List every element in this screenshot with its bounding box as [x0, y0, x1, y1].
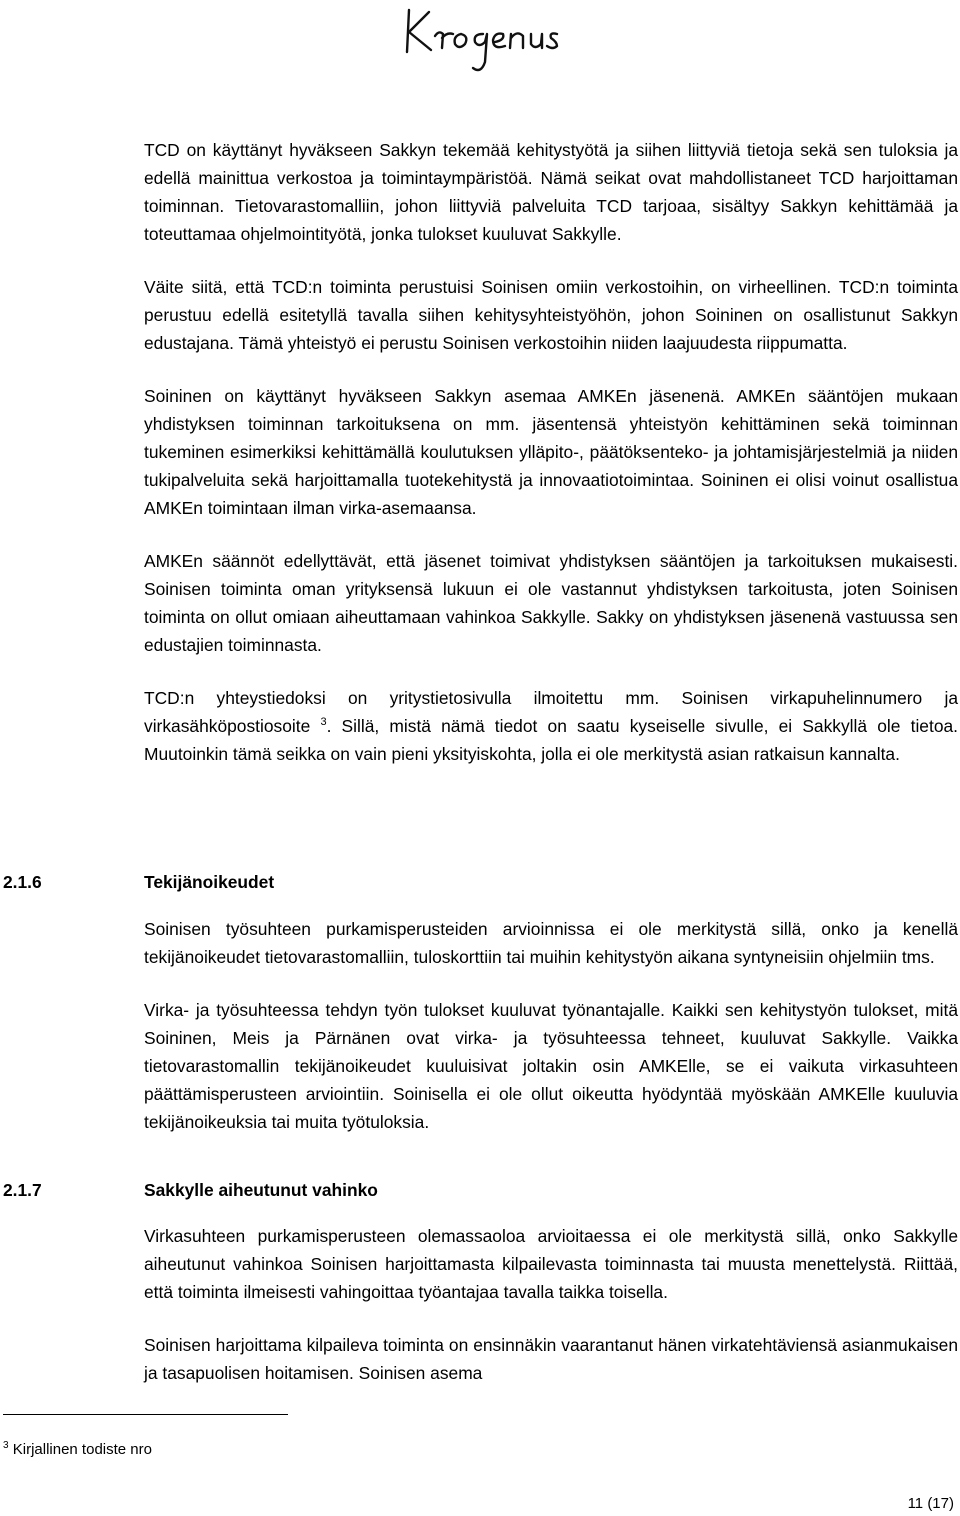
krogerus-logo [395, 0, 575, 80]
section-2-1-7-body [144, 1222, 958, 1387]
footnote-reference: 3 [320, 716, 327, 729]
section-title: Sakkylle aiheutunut vahinko [144, 1180, 378, 1200]
main-content [144, 136, 958, 768]
section-title: Tekijänoikeudet [144, 872, 275, 892]
paragraph-damage-relevance: Virkasuhteen purkamisperusteen olemassaoloa arvioitaessa ei ole merkitystä sillä, onko Sakkylle aiheutunut vahinkoa Soinisen harjoittamasta kilpailevasta toiminnasta tai muusta menettelystä. Riittää, että toiminta ilmeisesti vahingoittaa työantajaa tavalla taikka toisella. [144, 1226, 958, 1302]
paragraph-contact-info [144, 684, 958, 768]
section-heading-2-1-7 [0, 1176, 960, 1204]
page-number: 11 (17) [907, 1495, 954, 1512]
section-2-1-6-body [144, 915, 958, 1136]
footnote-number: 3 [3, 1440, 9, 1451]
contact-text-after: . Sillä, mistä nämä tiedot on saatu kyseiselle sivulle, ei Sakkyllä ole tietoa. Muutoinkin tämä seikka on vain pieni yksityiskohta, jolla ei ole merkitystä asian ratkaisun kannalta. [144, 716, 958, 764]
paragraph-work-results: Virka- ja työsuhteessa tehdyn työn tulokset kuuluvat työnantajalle. Kaikki sen kehitystyön tulokset, mitä Soininen, Meis ja Pärnänen ovat virka- ja työsuhteessa tehneet, kuuluvat Sakkylle. Vaikka tietovarastomallin tekijänoikeudet kuuluisivat joltakin osin AMKElle, se ei vaikuta virkasuhteen päättämisperusteen arviointiin. Soinisella ei ole ollut oikeutta hyödyntää myöskään AMKElle kuuluvia tekijänoikeuksia tai muita työtuloksia. [144, 1000, 958, 1132]
section-number: 2.1.6 [3, 872, 42, 892]
contact-text-before: TCD:n yhteystiedoksi on yritystietosivulla ilmoitettu mm. Soinisen virkapuhelinnumero ja virkasähköpostiosoite [144, 688, 958, 736]
paragraph-networks-claim: Väite siitä, että TCD:n toiminta perustuisi Soinisen omiin verkostoihin, on virheellinen. TCD:n toiminta perustuu edellä esitetyllä tavalla siihen kehitysyhteistyöhön, johon Soininen on osallistunut Sakkyn edustajana. Tämä yhteistyö ei perustu Soinisen verkostoihin niiden laajuudesta riippumatta. [144, 277, 958, 353]
section-heading-2-1-6 [0, 868, 960, 896]
paragraph-tcd-development: TCD on käyttänyt hyväkseen Sakkyn tekemää kehitystyötä ja siihen liittyviä tietoja sekä sen tuloksia ja edellä mainittua verkostoa ja toimintaympäristöä. Nämä seikat ovat mahdollistaneet TCD harjoittaman toiminnan. Tietovarastomalliin, johon liittyviä palveluita TCD tarjoaa, sisältyy Sakkyn kehittämää ja toteuttamaa ohjelmointityötä, jonka tulokset kuuluvat Sakkylle. [144, 140, 958, 244]
paragraph-amke-rules: AMKEn säännöt edellyttävät, että jäsenet toimivat yhdistyksen sääntöjen ja tarkoituksen mukaisesti. Soinisen toiminta oman yrityksensä lukuun ei ole vastannut yhdistyksen tarkoitusta, joten Soinisen toiminta on ollut omiaan aiheuttamaan vahinkoa Sakkylle. Sakky on yhdistyksen jäsenenä vastuussa sen edustajien toiminnasta. [144, 551, 958, 655]
section-number: 2.1.7 [3, 1180, 42, 1200]
footnote-divider [3, 1414, 288, 1415]
paragraph-amke-membership: Soininen on käyttänyt hyväkseen Sakkyn asemaa AMKEn jäsenenä. AMKEn sääntöjen mukaan yhdistyksen toiminnan tarkoituksena on mm. jäsentensä yhteistyön kehittäminen sekä toiminnan tukeminen esimerkiksi kehittämällä koulutuksen ylläpito-, päätöksenteko- ja johtamisjärjestelmiä ja niiden tukipalveluita sekä harjoittamalla tuotekehitystä ja innovaatiotoimintaa. Soininen ei olisi voinut osallistua AMKEn toimintaan ilman virka-asemaansa. [144, 386, 958, 518]
paragraph-competing-activity: Soinisen harjoittama kilpaileva toiminta on ensinnäkin vaarantanut hänen virkatehtäviensä asianmukaisen ja tasapuolisen hoitamisen. Soinisen asema [144, 1335, 958, 1383]
footnote [3, 1440, 152, 1460]
footnote-text: Kirjallinen todiste nro [12, 1441, 152, 1458]
paragraph-copyright-relevance: Soinisen työsuhteen purkamisperusteiden arvioinnissa ei ole merkitystä sillä, onko ja kenellä tekijänoikeudet tietovarastomalliin, tuloskorttiin tai muihin kehitystyön aikana syntyneisiin ohjelmiin tms. [144, 919, 958, 967]
